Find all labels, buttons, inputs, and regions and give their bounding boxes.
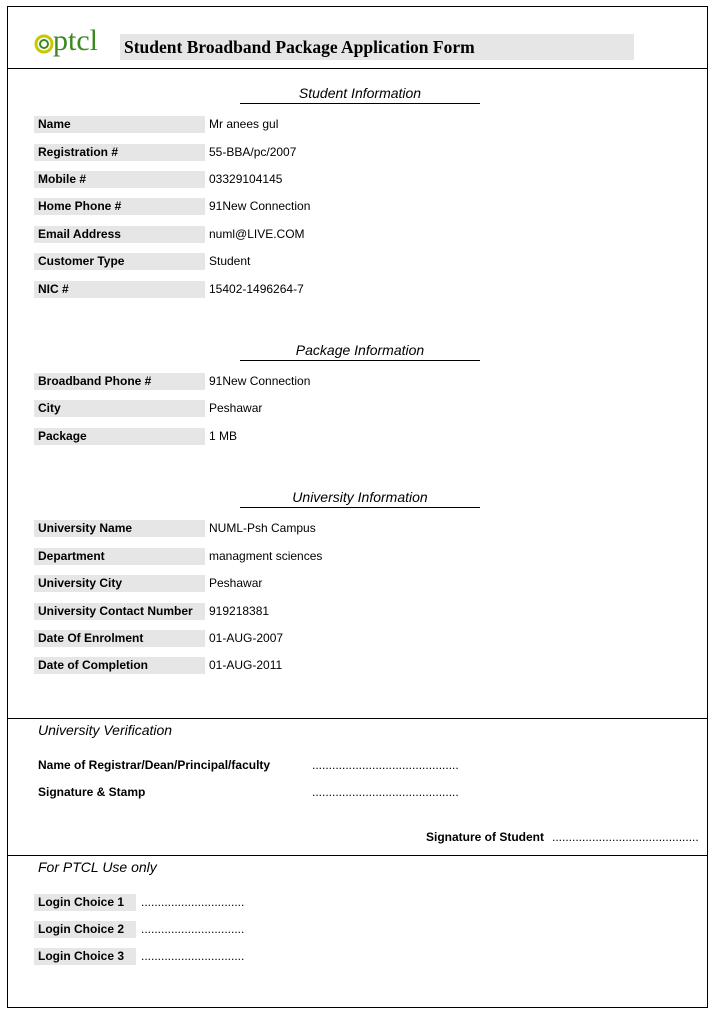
- package-section-title: Package Information: [240, 342, 480, 361]
- signature-stamp-dots: ............................................: [312, 785, 459, 799]
- signature-stamp-label: Signature & Stamp: [38, 785, 146, 799]
- value-date-completion: 01-AUG-2011: [209, 658, 283, 672]
- value-city: Peshawar: [209, 401, 263, 415]
- value-nic: 15402-1496264-7: [209, 282, 304, 296]
- label-city: City: [34, 400, 205, 417]
- value-package: 1 MB: [209, 429, 238, 443]
- university-section-title: University Information: [240, 489, 480, 508]
- value-registration: 55-BBA/pc/2007: [209, 145, 297, 159]
- login-choice-2-label: Login Choice 2: [34, 921, 136, 938]
- label-university-city: University City: [34, 575, 205, 592]
- form-title: Student Broadband Package Application Form: [120, 34, 634, 60]
- label-registration: Registration #: [34, 144, 205, 161]
- student-section-title: Student Information: [240, 85, 480, 104]
- label-university-name: University Name: [34, 520, 205, 537]
- label-name: Name: [34, 116, 205, 133]
- label-broadband-phone: Broadband Phone #: [34, 373, 205, 390]
- ptcl-use-divider: [7, 855, 708, 856]
- value-university-city: Peshawar: [209, 576, 263, 590]
- label-nic: NIC #: [34, 281, 205, 298]
- label-package: Package: [34, 428, 205, 445]
- value-home-phone: 91New Connection: [209, 199, 311, 213]
- label-university-contact: University Contact Number: [34, 603, 205, 620]
- value-broadband-phone: 91New Connection: [209, 374, 311, 388]
- value-customer-type: Student: [209, 254, 251, 268]
- login-choice-3-dots: ...............................: [141, 949, 245, 963]
- label-department: Department: [34, 548, 205, 565]
- label-date-completion: Date of Completion: [34, 657, 205, 674]
- registrar-label: Name of Registrar/Dean/Principal/faculty: [38, 758, 271, 772]
- value-mobile: 03329104145: [209, 172, 283, 186]
- login-choice-2-dots: ...............................: [141, 922, 245, 936]
- value-date-enrolment: 01-AUG-2007: [209, 631, 284, 645]
- registrar-dots: ............................................: [312, 758, 459, 772]
- label-date-enrolment: Date Of Enrolment: [34, 630, 205, 647]
- label-customer-type: Customer Type: [34, 253, 205, 270]
- student-signature-label: Signature of Student: [426, 830, 544, 844]
- login-choice-1-dots: ...............................: [141, 895, 245, 909]
- label-email: Email Address: [34, 226, 205, 243]
- value-name: Mr anees gul: [209, 117, 279, 131]
- value-department: managment sciences: [209, 549, 323, 563]
- student-signature-dots: ............................................: [552, 830, 699, 844]
- label-mobile: Mobile #: [34, 171, 205, 188]
- ptcl-use-title: For PTCL Use only: [38, 859, 157, 875]
- login-choice-1-label: Login Choice 1: [34, 894, 136, 911]
- label-home-phone: Home Phone #: [34, 198, 205, 215]
- verification-divider: [7, 718, 708, 719]
- login-choice-3-label: Login Choice 3: [34, 948, 136, 965]
- ptcl-logo: [34, 14, 114, 64]
- value-university-name: NUML-Psh Campus: [209, 521, 316, 535]
- header-divider: [7, 68, 708, 69]
- logo-text: ptcl: [53, 24, 98, 57]
- value-email: numl@LIVE.COM: [209, 227, 305, 241]
- value-university-contact: 919218381: [209, 604, 270, 618]
- verification-title: University Verification: [38, 722, 173, 738]
